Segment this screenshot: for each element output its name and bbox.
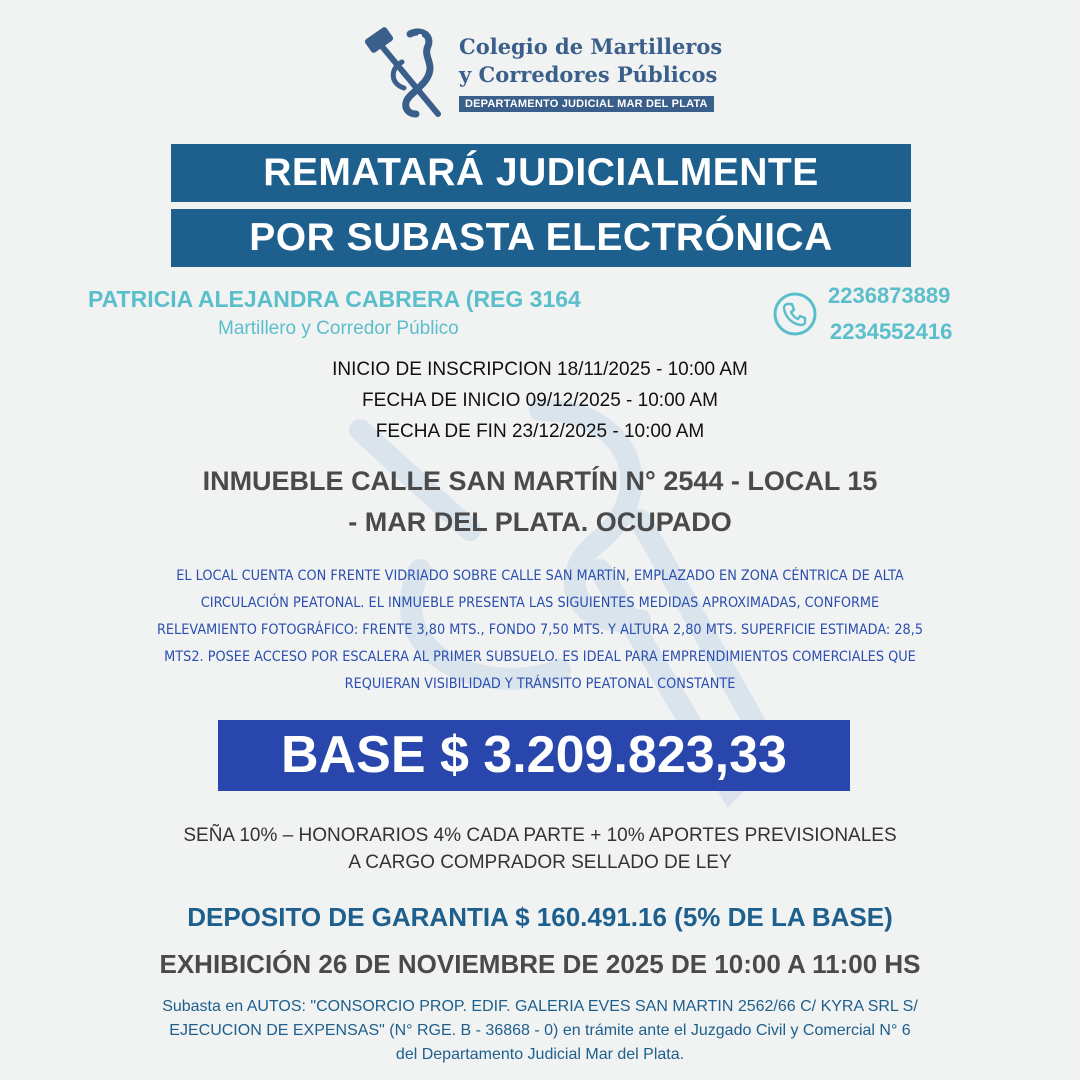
start-date: FECHA DE INICIO 09/12/2025 - 10:00 AM: [362, 390, 718, 411]
description-line: EL LOCAL CUENTA CON FRENTE VIDRIADO SOBRE CALLE SAN MARTÍN, EMPLAZADO EN ZONA CÉNTRICA DE ALTA: [176, 568, 904, 584]
property-title-line2: - MAR DEL PLATA. OCUPADO: [348, 507, 732, 537]
exhibition-date: EXHIBICIÓN 26 DE NOVIEMBRE DE 2025 DE 10:00 A 11:00 HS: [159, 949, 921, 979]
fees-line1: SEÑA 10% – HONORARIOS 4% CADA PARTE + 10% APORTES PREVISIONALES: [183, 825, 897, 846]
phone-icon: [772, 291, 818, 337]
case-line1: Subasta en AUTOS: "CONSORCIO PROP. EDIF. GALERIA EVES SAN MARTIN 2562/66 C/ KYRA SRL S/: [162, 998, 918, 1015]
auctioneer-name: PATRICIA ALEJANDRA CABRERA (REG 3164: [88, 286, 581, 312]
registration-date: INICIO DE INSCRIPCION 18/11/2025 - 10:00 AM: [332, 359, 748, 380]
description-line: MTS2. POSEE ACCESO POR ESCALERA AL PRIMER SUBSUELO. ES IDEAL PARA EMPRENDIMIENTOS COMERCIALES QUE: [164, 649, 916, 665]
end-date: FECHA DE FIN 23/12/2025 - 10:00 AM: [375, 421, 705, 442]
auctioneer-role: Martillero y Corredor Público: [218, 318, 459, 339]
logo-department-badge: DEPARTAMENTO JUDICIAL MAR DEL PLATA: [459, 96, 714, 112]
seahorse-gavel-icon: [360, 22, 452, 122]
description-line: REQUIERAN VISIBILIDAD Y TRÁNSITO PEATONAL CONSTANTE: [344, 676, 736, 692]
logo-title-line1: Colegio de Martilleros: [459, 34, 723, 59]
logo-title-line2: y Corredores Públicos: [459, 62, 718, 87]
base-price-banner: BASE $ 3.209.823,33: [218, 720, 850, 791]
headline-line1: REMATARÁ JUDICIALMENTE: [171, 144, 911, 202]
case-line3: del Departamento Judicial Mar del Plata.: [395, 1046, 685, 1063]
property-description: [71, 563, 1009, 698]
headline-line2: POR SUBASTA ELECTRÓNICA: [171, 209, 911, 267]
guarantee-deposit: DEPOSITO DE GARANTIA $ 160.491.16 (5% DE LA BASE): [187, 902, 893, 932]
fees-line2: A CARGO COMPRADOR SELLADO DE LEY: [348, 852, 732, 873]
case-line2: EJECUCION DE EXPENSAS" (N° RGE. B - 36868 - 0) en trámite ante el Juzgado Civil y Comercial N° 6: [169, 1022, 911, 1039]
phone-number-2[interactable]: 2234552416: [830, 319, 953, 344]
description-line: CIRCULACIÓN PEATONAL. EL INMUEBLE PRESENTA LAS SIGUIENTES MEDIDAS APROXIMADAS, CONFORME: [200, 595, 880, 611]
property-title-line1: INMUEBLE CALLE SAN MARTÍN N° 2544 - LOCAL 15: [202, 466, 878, 496]
description-line: RELEVAMIENTO FOTOGRÁFICO: FRENTE 3,80 MTS., FONDO 7,50 MTS. Y ALTURA 2,80 MTS. SUPERFICIE ESTIMADA: 28,5: [156, 622, 924, 638]
phone-number-1[interactable]: 2236873889: [828, 283, 951, 308]
